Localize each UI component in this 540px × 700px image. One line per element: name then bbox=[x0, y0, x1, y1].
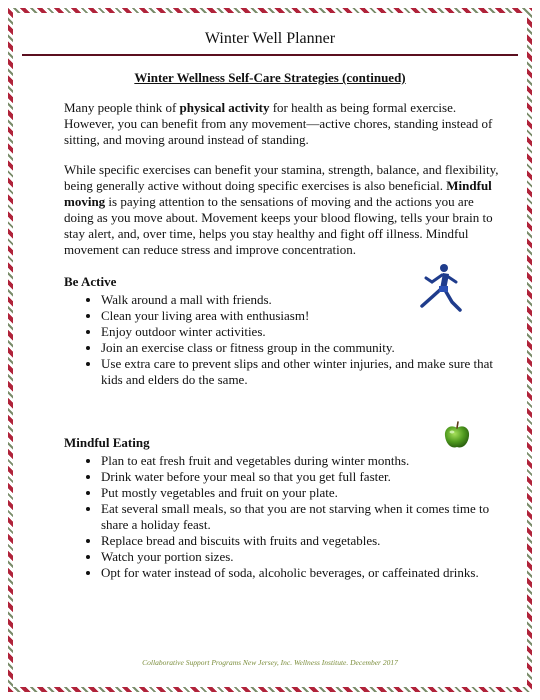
list-item: • Eat several small meals, so that you are not starving when it comes time to share a holiday feast. bbox=[101, 501, 512, 533]
page-header-title: Winter Well Planner bbox=[204, 30, 336, 47]
text-run: for health as being formal exercise. However, you can benefit from any movement—active chores, standing instead of sitting, and moving around instead of standing. bbox=[64, 100, 493, 147]
text-run: Many people think of bbox=[64, 100, 180, 115]
list-item: • Put mostly vegetables and fruit on your plate. bbox=[101, 485, 512, 501]
text-run: is paying attention to the sensations of moving and the actions you are doing as you move about. Movement keeps your blood flowing, tells your brain to stay alert, and, over time, helps you stay healthy and fight off illness. Mindful movement can reduce stress and improve concentration. bbox=[64, 194, 493, 257]
intro-paragraph-1 bbox=[64, 100, 504, 148]
list-item: • Walk around a mall with friends. bbox=[101, 292, 512, 308]
mindful-eating-section bbox=[28, 435, 512, 581]
intro-paragraph-2 bbox=[64, 162, 504, 258]
section-title: Winter Wellness Self-Care Strategies (continued) bbox=[134, 70, 406, 85]
list-item: • Use extra care to prevent slips and other winter injuries, and make sure that kids and elders do the same. bbox=[101, 356, 512, 388]
list-item: • Replace bread and biscuits with fruits and vegetables. bbox=[101, 533, 512, 549]
list-item: • Enjoy outdoor winter activities. bbox=[101, 324, 512, 340]
list-item: • Watch your portion sizes. bbox=[101, 549, 512, 565]
apple-icon bbox=[442, 420, 472, 450]
mindful-eating-heading: Mindful Eating bbox=[64, 435, 150, 450]
page bbox=[28, 22, 512, 682]
mindful-eating-list bbox=[28, 453, 512, 581]
header-divider bbox=[22, 54, 518, 56]
list-item: • Plan to eat fresh fruit and vegetables during winter months. bbox=[101, 453, 512, 469]
list-item: • Drink water before your meal so that you get full faster. bbox=[101, 469, 512, 485]
footer-credit: Collaborative Support Programs New Jersey, Inc. Wellness Institute. December 2017 bbox=[142, 658, 398, 667]
list-item: • Clean your living area with enthusiasm! bbox=[101, 308, 512, 324]
list-item: • Join an exercise class or fitness group in the community. bbox=[101, 340, 512, 356]
be-active-heading: Be Active bbox=[64, 274, 117, 289]
text-run: While specific exercises can benefit your stamina, strength, balance, and flexibility, being generally active without doing specific exercises is also beneficial. bbox=[64, 162, 499, 193]
runner-icon bbox=[416, 262, 464, 316]
bold-term: physical activity bbox=[179, 100, 270, 115]
list-item: • Opt for water instead of soda, alcoholic beverages, or caffeinated drinks. bbox=[101, 565, 512, 581]
bold-term: Mindful moving bbox=[64, 178, 492, 209]
